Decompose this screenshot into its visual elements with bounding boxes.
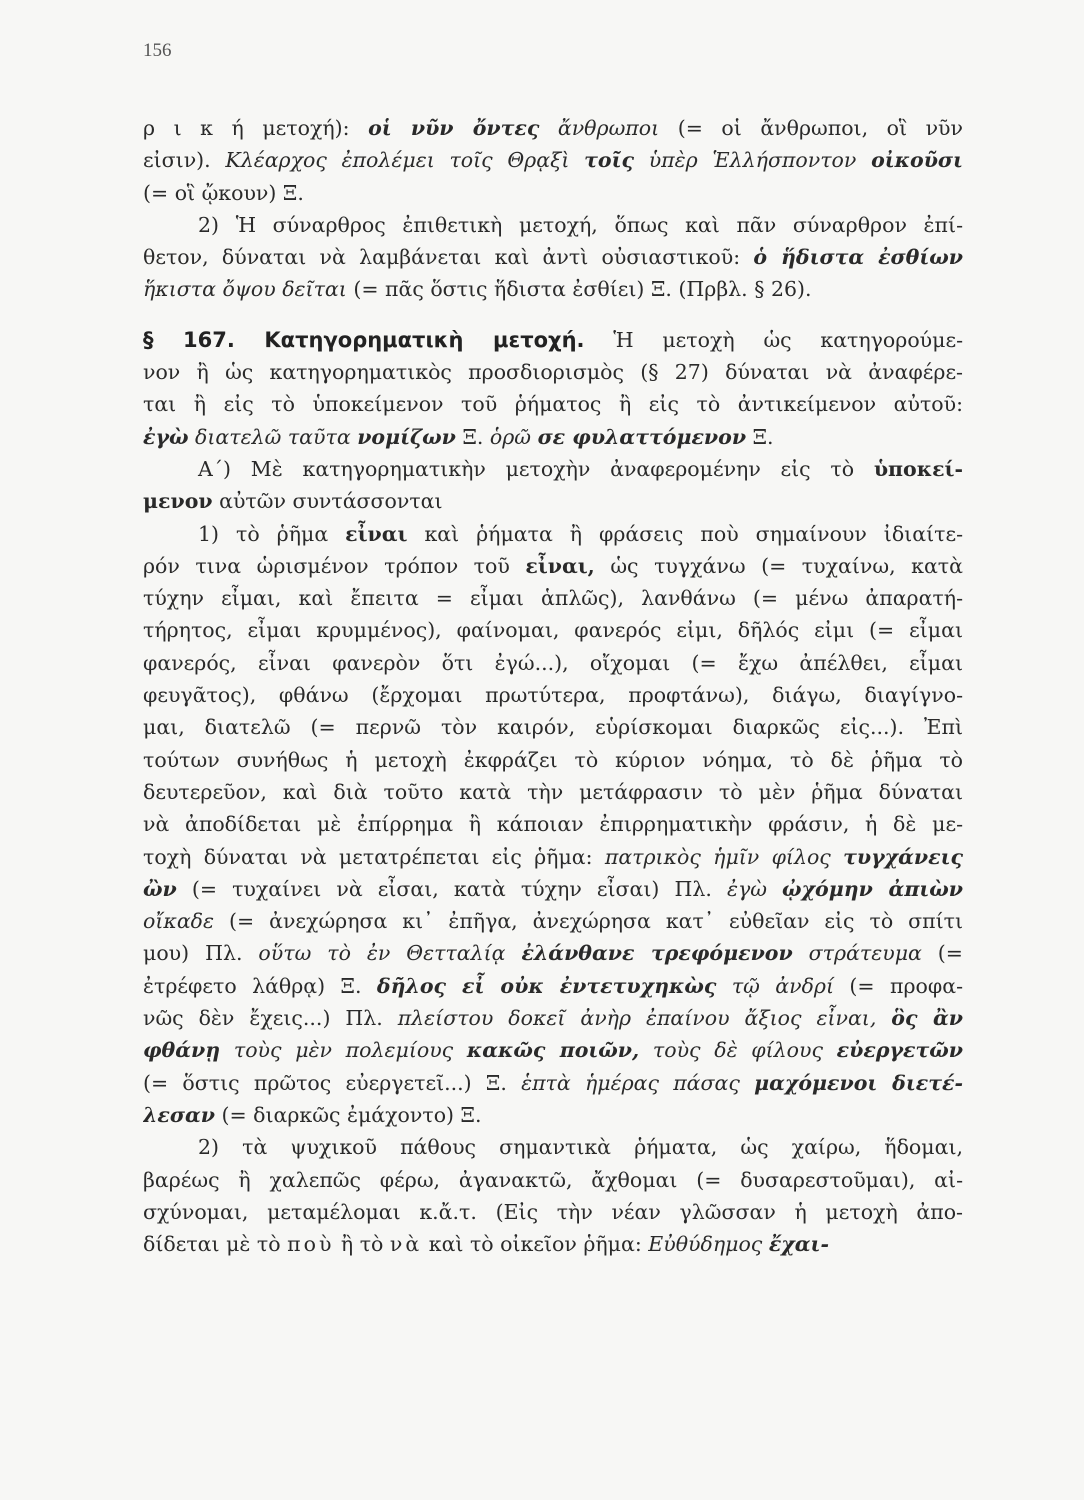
text-span: 1) τὸ ῥῆμα bbox=[198, 521, 346, 546]
text-span: τοχὴ δύναται νὰ μετατρέπεται εἰς ῥῆμα: bbox=[143, 844, 605, 869]
text-span: εὐεργετῶν bbox=[836, 1038, 963, 1063]
text-line bbox=[143, 711, 963, 743]
text-span bbox=[740, 1071, 754, 1095]
text-span: ὑπὲρ Ἑλλήσποντον bbox=[648, 148, 857, 173]
text-line bbox=[143, 873, 963, 905]
text-span: πλείστου δοκεῖ ἀνὴρ ἐπαίνου ἄξιος εἶναι, bbox=[397, 1006, 877, 1031]
text-span: ται ἢ εἰς τὸ ὑποκείμενον τοῦ ῥήματος ἢ εἰς τὸ ἀντικείμενον αὐτοῦ: bbox=[143, 392, 963, 417]
text-span: ρ ι κ ή μετοχή): bbox=[143, 116, 369, 140]
text-span: δίδεται μὲ τὸ bbox=[143, 1232, 288, 1257]
text-line bbox=[143, 112, 963, 144]
text-span: οἰκοῦσι bbox=[871, 148, 963, 173]
text-span: καὶ ῥήματα ἢ φράσεις ποὺ σημαίνουν ἰδιαίτε- bbox=[407, 521, 963, 546]
text-span: τύχην εἶμαι, καὶ ἔπειτα = εἶμαι ἁπλῶς), λανθάνω (= μένω ἀπαρατή- bbox=[143, 586, 963, 611]
text-span: οἴκαδε bbox=[143, 909, 215, 934]
text-span bbox=[506, 941, 522, 965]
text-span bbox=[823, 1038, 837, 1062]
text-span: τοῖς bbox=[584, 148, 634, 173]
text-span bbox=[453, 1038, 467, 1062]
text-span: φανερός, εἶναι φανερὸν ὅτι ἐγώ...), οἴχομαι (= ἔχω ἀπέλθει, εἶμαι bbox=[143, 650, 963, 675]
text-line bbox=[143, 241, 963, 273]
text-span: βαρέως ἢ χαλεπῶς φέρω, ἀγανακτῶ, ἄχθομαι (= δυσαρεστοῦμαι), αἰ- bbox=[143, 1167, 963, 1192]
text-line bbox=[143, 970, 963, 1002]
text-span: (= προφα- bbox=[834, 973, 963, 998]
text-line bbox=[143, 841, 963, 873]
text-span: σε φυλαττόμενον bbox=[537, 424, 747, 449]
text-span: Ἡ μετοχὴ ὡς κατηγορούμε- bbox=[584, 327, 963, 352]
text-span bbox=[634, 148, 649, 172]
text-span: λεσαν bbox=[143, 1102, 215, 1127]
text-line bbox=[143, 937, 963, 969]
text-span: ὁ ἥδιστα ἐσθίων bbox=[753, 245, 963, 270]
text-span: ὢν bbox=[143, 876, 177, 901]
text-line bbox=[143, 485, 963, 517]
text-line bbox=[143, 550, 963, 582]
text-span: νὰ bbox=[389, 1232, 423, 1257]
text-line bbox=[143, 1131, 963, 1163]
body-text bbox=[143, 112, 963, 1260]
text-span bbox=[569, 148, 584, 172]
text-span: διατελῶ ταῦτα bbox=[195, 424, 351, 449]
text-span bbox=[856, 148, 871, 172]
text-line bbox=[143, 647, 963, 679]
text-line bbox=[143, 1196, 963, 1228]
text-span bbox=[639, 1038, 653, 1062]
text-span: δευτερεῦον, καὶ διὰ τοῦτο κατὰ τὴν μετάφρασιν τὸ μὲν ῥῆμα δύναται bbox=[143, 779, 963, 804]
text-span: τήρητος, εἶμαι κρυμμένος), φαίνομαι, φανερός εἰμι, δῆλός εἰμι (= εἶμαι bbox=[143, 618, 963, 643]
text-span: ἔχαι- bbox=[768, 1232, 829, 1257]
text-span: νομίζων bbox=[357, 424, 456, 449]
text-span: τῷ ἀνδρί bbox=[731, 973, 835, 998]
text-span: ρόν τινα ὡρισμένον τρόπον τοῦ bbox=[143, 553, 526, 578]
text-span: ἐτρέφετο λάθρᾳ) Ξ. bbox=[143, 973, 377, 998]
text-line bbox=[143, 808, 963, 840]
text-span: Εὐθύδημος bbox=[648, 1232, 763, 1257]
text-span: σχύνομαι, μεταμέλομαι κ.ἄ.τ. (Εἰς τὴν νέαν γλῶσσαν ἡ μετοχὴ ἀπο- bbox=[143, 1199, 963, 1224]
text-span: τυγχάνεις bbox=[843, 844, 963, 869]
text-span: ἑπτὰ ἡμέρας πάσας bbox=[521, 1070, 740, 1095]
text-span: (= ἀνεχώρησα κι᾽ ἐπῆγα, ἀνεχώρησα κατ᾽ εὐθεῖαν εἰς τὸ σπίτι bbox=[214, 909, 963, 934]
text-span: (= τυχαίνει νὰ εἶσαι, κατὰ τύχην εἶσαι) Πλ. bbox=[176, 876, 727, 901]
section-heading: § 167. Κατηγορηματικὴ μετοχή. bbox=[143, 327, 585, 352]
text-span: 2) τὰ ψυχικοῦ πάθους σημαντικὰ ῥήματα, ὡς χαίρω, ἥδομαι, bbox=[198, 1135, 963, 1160]
text-span: νῶς δὲν ἔχεις...) Πλ. bbox=[143, 1006, 398, 1031]
text-span: τοὺς δὲ φίλους bbox=[652, 1038, 823, 1063]
text-span: ἐγὼ bbox=[726, 876, 767, 901]
text-span bbox=[716, 974, 731, 998]
text-span: ἢ τὸ bbox=[334, 1232, 390, 1257]
text-span: ἥκιστα ὄψου δεῖται bbox=[143, 277, 347, 302]
text-line bbox=[143, 273, 963, 305]
text-span: μενον bbox=[143, 489, 213, 514]
text-span: Α΄) Μὲ κατηγορηματικὴν μετοχὴν ἀναφερομένην εἰς τὸ bbox=[198, 456, 874, 481]
text-span: νὰ ἀποδίδεται μὲ ἐπίρρημα ἢ κάποιαν ἐπιρρηματικὴν φράσιν, ἡ δὲ με- bbox=[143, 812, 963, 837]
text-span bbox=[876, 1006, 891, 1030]
text-span: Κλέαρχος ἐπολέμει τοῖς Θρᾳξὶ bbox=[225, 148, 570, 173]
text-line bbox=[143, 679, 963, 711]
text-span bbox=[793, 941, 809, 965]
text-line bbox=[143, 453, 963, 485]
text-line bbox=[143, 209, 963, 241]
text-line bbox=[143, 177, 963, 209]
text-span: ἐλάνθανε τρεφόμενον bbox=[521, 941, 793, 966]
text-span: μου) Πλ. bbox=[143, 941, 259, 966]
text-span: (= πᾶς ὅστις ἥδιστα ἐσθίει) Ξ. (Πρβλ. § 26). bbox=[346, 277, 812, 302]
text-span: τοὺς μὲν πολεμίους bbox=[233, 1038, 454, 1063]
text-line bbox=[143, 776, 963, 808]
text-span bbox=[220, 1038, 234, 1062]
text-span: (= ὅστις πρῶτος εὐεργετεῖ...) Ξ. bbox=[143, 1070, 522, 1095]
text-span: μαι, διατελῶ (= περνῶ τὸν καιρόν, εὑρίσκομαι διαρκῶς εἰς...). Ἐπὶ bbox=[143, 715, 963, 740]
text-span: ὁρῶ bbox=[489, 424, 532, 449]
text-span: θετον, δύναται νὰ λαμβάνεται καὶ ἀντὶ οὐσιαστικοῦ: bbox=[143, 245, 754, 270]
text-line bbox=[143, 905, 963, 937]
text-span: οὕτω τὸ ἐν Θετταλίᾳ bbox=[258, 941, 506, 966]
text-span: μαχόμενοι διετέ- bbox=[754, 1070, 963, 1095]
text-span: ποὺ bbox=[287, 1232, 335, 1257]
text-span: καὶ τὸ οἰκεῖον ῥῆμα: bbox=[422, 1232, 649, 1257]
text-span: ὑποκεί- bbox=[873, 456, 963, 481]
text-span: νον ἢ ὡς κατηγορηματικὸς προσδιορισμὸς (§ 27) δύναται νὰ ἀναφέρε- bbox=[143, 360, 963, 385]
text-line bbox=[143, 518, 963, 550]
text-line bbox=[143, 1067, 963, 1099]
text-span: εἰσιν). bbox=[143, 148, 226, 173]
text-span: πατρικὸς ἡμῖν φίλος bbox=[604, 844, 831, 869]
text-span: εἶναι bbox=[345, 521, 408, 546]
text-span: εἶναι, bbox=[525, 553, 595, 578]
text-span bbox=[831, 845, 843, 869]
text-line bbox=[143, 614, 963, 646]
text-span: 2) Ἡ σύναρθρος ἐπιθετικὴ μετοχή, ὅπως καὶ πᾶν σύναρθρον ἐπί- bbox=[198, 212, 963, 237]
text-line bbox=[143, 144, 963, 176]
text-span: ὡς τυγχάνω (= τυχαίνω, κατὰ bbox=[594, 553, 963, 578]
text-span: Ξ. bbox=[746, 424, 774, 449]
text-span: δῆλος εἶ οὐκ ἐντετυχηκὼς bbox=[376, 973, 717, 998]
text-span: οἱ νῦν ὄντες bbox=[368, 116, 540, 140]
text-line bbox=[143, 1099, 963, 1131]
text-line bbox=[143, 1228, 963, 1260]
text-span: (= bbox=[921, 941, 963, 966]
text-span: (= οἳ ᾤκουν) Ξ. bbox=[143, 180, 304, 205]
text-span: στράτευμα bbox=[808, 941, 922, 966]
text-span bbox=[767, 877, 782, 901]
text-line bbox=[143, 421, 963, 453]
text-span: φευγᾶτος), φθάνω (ἔρχομαι πρωτύτερα, προφτάνω), διάγω, διαγίγνο- bbox=[143, 683, 963, 708]
text-line bbox=[143, 744, 963, 776]
text-line bbox=[143, 1034, 963, 1066]
text-line bbox=[143, 582, 963, 614]
text-span: τούτων συνήθως ἡ μετοχὴ ἐκφράζει τὸ κύριον νόημα, τὸ δὲ ῥῆμα τὸ bbox=[143, 747, 963, 772]
text-span: ἄνθρωποι bbox=[557, 116, 660, 140]
text-line bbox=[143, 1002, 963, 1034]
text-span: (= διαρκῶς ἐμάχοντο) Ξ. bbox=[214, 1102, 482, 1127]
text-line bbox=[143, 324, 963, 356]
page-number: 156 bbox=[143, 40, 172, 61]
text-line bbox=[143, 356, 963, 388]
text-span: ἐγὼ bbox=[143, 424, 189, 449]
text-line bbox=[143, 1164, 963, 1196]
text-span: (= οἱ ἄνθρωποι, οἳ νῦν bbox=[659, 116, 963, 140]
text-span: ᾠχόμην ἀπιὼν bbox=[782, 876, 963, 901]
text-span: αὐτῶν συντάσσονται bbox=[212, 489, 443, 514]
text-span: Ξ. bbox=[455, 424, 490, 449]
text-span: ὃς ἂν bbox=[891, 1006, 963, 1031]
text-line bbox=[143, 388, 963, 420]
text-span bbox=[539, 116, 558, 140]
text-span: φθάνῃ bbox=[143, 1038, 221, 1063]
text-span: κακῶς ποιῶν, bbox=[466, 1038, 640, 1063]
